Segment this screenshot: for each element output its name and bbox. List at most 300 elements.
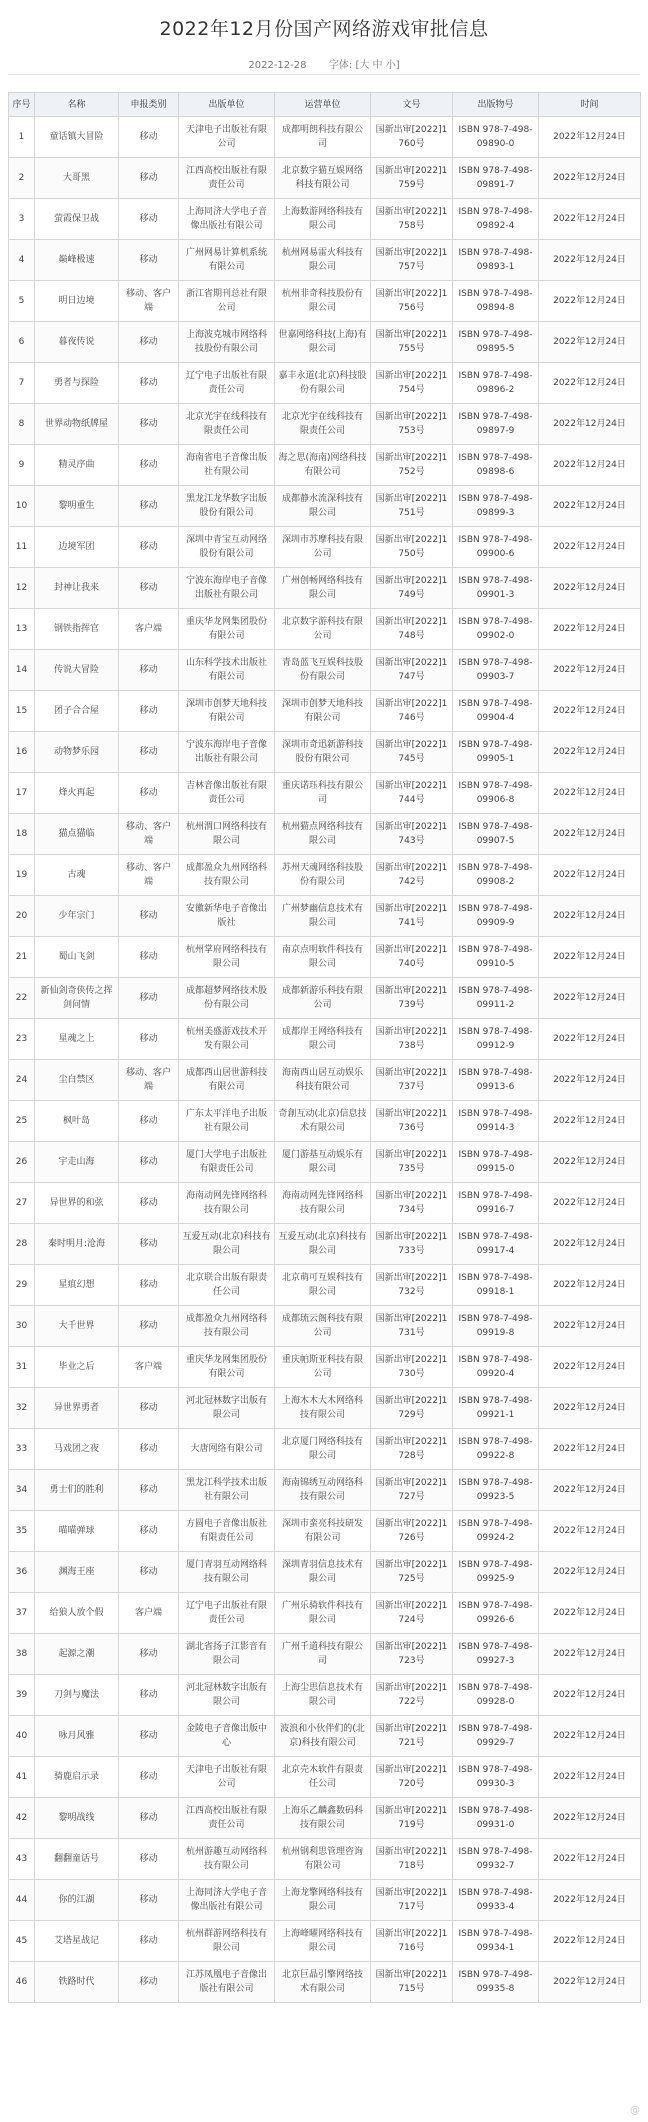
cell-name: 艾塔星战记 (35, 1921, 119, 1962)
font-size-large-link[interactable]: 大 (359, 60, 370, 71)
cell-approval-no: 国新出审[2022]1722号 (371, 1675, 453, 1716)
cell-date: 2022年12月24日 (539, 732, 641, 773)
cell-date: 2022年12月24日 (539, 486, 641, 527)
cell-category: 移动 (119, 1839, 179, 1880)
cell-date: 2022年12月24日 (539, 978, 641, 1019)
cell-category: 客户端 (119, 1593, 179, 1634)
cell-isbn: ISBN 978-7-498-09931-0 (453, 1798, 539, 1839)
cell-name: 新仙剑奇侠传之挥剑问情 (35, 978, 119, 1019)
cell-operator: 杭州钢利思管理咨询有限公司 (275, 1839, 371, 1880)
cell-date: 2022年12月24日 (539, 1716, 641, 1757)
cell-index: 24 (9, 1060, 35, 1101)
cell-publisher: 成都盈众九州网络科技有限公司 (179, 1306, 275, 1347)
cell-date: 2022年12月24日 (539, 650, 641, 691)
cell-name: 起源之潮 (35, 1634, 119, 1675)
cell-operator: 北京壳木软件有限责任公司 (275, 1757, 371, 1798)
cell-date: 2022年12月24日 (539, 691, 641, 732)
cell-category: 移动 (119, 1552, 179, 1593)
cell-category: 移动、客户端 (119, 855, 179, 896)
cell-date: 2022年12月24日 (539, 1511, 641, 1552)
cell-operator: 北京萌可互娱科技有限公司 (275, 1265, 371, 1306)
cell-name: 动物梦乐园 (35, 732, 119, 773)
cell-index: 35 (9, 1511, 35, 1552)
cell-date: 2022年12月24日 (539, 1183, 641, 1224)
cell-publisher: 天津电子出版社有限公司 (179, 1757, 275, 1798)
cell-index: 29 (9, 1265, 35, 1306)
cell-index: 12 (9, 568, 35, 609)
cell-index: 1 (9, 117, 35, 158)
cell-isbn: ISBN 978-7-498-09916-7 (453, 1183, 539, 1224)
cell-operator: 深圳市蛮亮科技研发有限公司 (275, 1511, 371, 1552)
cell-name: 童话镇大冒险 (35, 117, 119, 158)
cell-publisher: 厦门大学电子出版社有限责任公司 (179, 1142, 275, 1183)
cell-index: 36 (9, 1552, 35, 1593)
cell-date: 2022年12月24日 (539, 1593, 641, 1634)
cell-category: 移动 (119, 937, 179, 978)
cell-category: 移动 (119, 1101, 179, 1142)
table-row (9, 1511, 641, 1552)
table-row (9, 322, 641, 363)
cell-date: 2022年12月24日 (539, 404, 641, 445)
cell-approval-no: 国新出审[2022]1744号 (371, 773, 453, 814)
table-row (9, 1306, 641, 1347)
cell-index: 28 (9, 1224, 35, 1265)
cell-category: 移动、客户端 (119, 814, 179, 855)
approval-table (8, 92, 641, 2003)
cell-name: 萤霞保卫战 (35, 199, 119, 240)
cell-approval-no: 国新出审[2022]1726号 (371, 1511, 453, 1552)
cell-operator: 苏州天魂网络科技股份有限公司 (275, 855, 371, 896)
cell-category: 移动 (119, 1183, 179, 1224)
cell-name: 勇者与探险 (35, 363, 119, 404)
watermark: @ (630, 2105, 640, 2116)
cell-name: 传说大冒险 (35, 650, 119, 691)
cell-index: 25 (9, 1101, 35, 1142)
cell-category: 移动 (119, 1675, 179, 1716)
cell-operator: 海之思(海南)网络科技有限公司 (275, 445, 371, 486)
divider (8, 74, 640, 75)
cell-date: 2022年12月24日 (539, 1265, 641, 1306)
cell-name: 翻翻童话号 (35, 1839, 119, 1880)
cell-category: 移动 (119, 527, 179, 568)
col-header-name: 名称 (35, 93, 119, 117)
table-row (9, 527, 641, 568)
cell-publisher: 江西高校出版社有限责任公司 (179, 158, 275, 199)
cell-category: 移动 (119, 404, 179, 445)
cell-operator: 深圳市苏摩科技有限公司 (275, 527, 371, 568)
cell-date: 2022年12月24日 (539, 1142, 641, 1183)
cell-category: 移动、客户端 (119, 1060, 179, 1101)
cell-approval-no: 国新出审[2022]1743号 (371, 814, 453, 855)
cell-approval-no: 国新出审[2022]1748号 (371, 609, 453, 650)
cell-index: 6 (9, 322, 35, 363)
table-row (9, 1347, 641, 1388)
cell-publisher: 广东太平洋电子出版社有限公司 (179, 1101, 275, 1142)
cell-name: 精灵序曲 (35, 445, 119, 486)
cell-name: 世界动物纸牌屋 (35, 404, 119, 445)
cell-category: 移动 (119, 1634, 179, 1675)
cell-index: 10 (9, 486, 35, 527)
cell-operator: 重庆帕斯亚科技有限公司 (275, 1347, 371, 1388)
cell-name: 勇士们的胜利 (35, 1470, 119, 1511)
cell-index: 27 (9, 1183, 35, 1224)
cell-isbn: ISBN 978-7-498-09895-5 (453, 322, 539, 363)
cell-date: 2022年12月24日 (539, 527, 641, 568)
cell-date: 2022年12月24日 (539, 1675, 641, 1716)
cell-approval-no: 国新出审[2022]1760号 (371, 117, 453, 158)
cell-operator: 重庆诺珏科技有限公司 (275, 773, 371, 814)
table-row (9, 1142, 641, 1183)
cell-operator: 互爱互动(北京)科技有限公司 (275, 1224, 371, 1265)
cell-date: 2022年12月24日 (539, 609, 641, 650)
cell-publisher: 厦门青羽互动网络科技有限公司 (179, 1552, 275, 1593)
cell-publisher: 上海同济大学电子音像出版社有限公司 (179, 199, 275, 240)
cell-operator: 上海峰曜网络科技有限公司 (275, 1921, 371, 1962)
cell-index: 4 (9, 240, 35, 281)
cell-category: 移动 (119, 1880, 179, 1921)
cell-index: 37 (9, 1593, 35, 1634)
cell-isbn: ISBN 978-7-498-09921-1 (453, 1388, 539, 1429)
cell-approval-no: 国新出审[2022]1742号 (371, 855, 453, 896)
cell-operator: 北京巨晶引擎网络技术有限公司 (275, 1962, 371, 2003)
cell-approval-no: 国新出审[2022]1723号 (371, 1634, 453, 1675)
cell-operator: 深圳市奇迅新游科技股份有限公司 (275, 732, 371, 773)
cell-publisher: 成都盈众九州网络科技有限公司 (179, 855, 275, 896)
cell-approval-no: 国新出审[2022]1747号 (371, 650, 453, 691)
cell-date: 2022年12月24日 (539, 445, 641, 486)
cell-name: 边境军团 (35, 527, 119, 568)
cell-isbn: ISBN 978-7-498-09894-8 (453, 281, 539, 322)
cell-index: 31 (9, 1347, 35, 1388)
cell-isbn: ISBN 978-7-498-09908-2 (453, 855, 539, 896)
cell-category: 移动 (119, 1757, 179, 1798)
cell-index: 7 (9, 363, 35, 404)
cell-isbn: ISBN 978-7-498-09899-3 (453, 486, 539, 527)
cell-approval-no: 国新出审[2022]1733号 (371, 1224, 453, 1265)
cell-publisher: 杭州渭口网络科技有限公司 (179, 814, 275, 855)
cell-operator: 厦门游基互动娱乐有限公司 (275, 1142, 371, 1183)
cell-index: 14 (9, 650, 35, 691)
cell-operator: 嘉丰永道(北京)科技股份有限公司 (275, 363, 371, 404)
cell-isbn: ISBN 978-7-498-09913-6 (453, 1060, 539, 1101)
cell-isbn: ISBN 978-7-498-09903-7 (453, 650, 539, 691)
table-row (9, 732, 641, 773)
cell-operator: 成都琉云阁科技有限公司 (275, 1306, 371, 1347)
cell-date: 2022年12月24日 (539, 117, 641, 158)
cell-isbn: ISBN 978-7-498-09923-5 (453, 1470, 539, 1511)
cell-publisher: 杭州美盛游戏技术开发有限公司 (179, 1019, 275, 1060)
cell-approval-no: 国新出审[2022]1737号 (371, 1060, 453, 1101)
cell-approval-no: 国新出审[2022]1720号 (371, 1757, 453, 1798)
cell-index: 16 (9, 732, 35, 773)
cell-operator: 波浪和小伙伴们的(北京)科技有限公司 (275, 1716, 371, 1757)
cell-index: 15 (9, 691, 35, 732)
cell-category: 移动 (119, 1429, 179, 1470)
table-row (9, 1388, 641, 1429)
publish-date: 2022-12-28 (248, 60, 307, 71)
cell-category: 移动 (119, 486, 179, 527)
cell-index: 2 (9, 158, 35, 199)
table-row (9, 691, 641, 732)
cell-publisher: 北京光宇在线科技有限责任公司 (179, 404, 275, 445)
cell-operator: 上海木木大木网络科技有限公司 (275, 1388, 371, 1429)
cell-isbn: ISBN 978-7-498-09912-9 (453, 1019, 539, 1060)
cell-publisher: 杭州群游网络科技有限公司 (179, 1921, 275, 1962)
col-header-date: 时间 (539, 93, 641, 117)
col-header-approval-no: 文号 (371, 93, 453, 117)
cell-index: 30 (9, 1306, 35, 1347)
cell-index: 11 (9, 527, 35, 568)
cell-publisher: 北京联合出版有限责任公司 (179, 1265, 275, 1306)
cell-category: 移动 (119, 568, 179, 609)
cell-category: 移动 (119, 650, 179, 691)
cell-category: 移动 (119, 1265, 179, 1306)
cell-index: 45 (9, 1921, 35, 1962)
cell-name: 毕业之后 (35, 1347, 119, 1388)
cell-category: 移动 (119, 322, 179, 363)
cell-operator: 北京厦门网络科技有限公司 (275, 1429, 371, 1470)
col-header-publisher: 出版单位 (179, 93, 275, 117)
cell-publisher: 大唐网络有限公司 (179, 1429, 275, 1470)
cell-name: 蜀山飞剑 (35, 937, 119, 978)
table-row (9, 978, 641, 1019)
cell-name: 咏月风雅 (35, 1716, 119, 1757)
cell-name: 星魂之上 (35, 1019, 119, 1060)
col-header-isbn: 出版物号 (453, 93, 539, 117)
cell-date: 2022年12月24日 (539, 773, 641, 814)
table-row (9, 199, 641, 240)
cell-isbn: ISBN 978-7-498-09904-4 (453, 691, 539, 732)
table-row (9, 1224, 641, 1265)
cell-approval-no: 国新出审[2022]1746号 (371, 691, 453, 732)
cell-name: 少年宗门 (35, 896, 119, 937)
cell-index: 22 (9, 978, 35, 1019)
cell-publisher: 金陵电子音像出版中心 (179, 1716, 275, 1757)
cell-isbn: ISBN 978-7-498-09920-4 (453, 1347, 539, 1388)
cell-operator: 广州创畅网络科技有限公司 (275, 568, 371, 609)
cell-category: 移动 (119, 445, 179, 486)
page-title: 2022年12月份国产网络游戏审批信息 (159, 18, 489, 40)
cell-publisher: 广州网易计算机系统有限公司 (179, 240, 275, 281)
font-size-medium-link[interactable]: 中 (372, 60, 383, 71)
cell-date: 2022年12月24日 (539, 1921, 641, 1962)
cell-operator: 深圳青羽信息技术有限公司 (275, 1552, 371, 1593)
cell-isbn: ISBN 978-7-498-09934-1 (453, 1921, 539, 1962)
cell-name: 封神让我来 (35, 568, 119, 609)
cell-index: 18 (9, 814, 35, 855)
cell-operator: 广州乐骑软件科技有限公司 (275, 1593, 371, 1634)
cell-approval-no: 国新出审[2022]1727号 (371, 1470, 453, 1511)
table-row (9, 404, 641, 445)
cell-approval-no: 国新出审[2022]1721号 (371, 1716, 453, 1757)
cell-isbn: ISBN 978-7-498-09914-3 (453, 1101, 539, 1142)
cell-index: 33 (9, 1429, 35, 1470)
cell-operator: 杭州网易雷火科技有限公司 (275, 240, 371, 281)
cell-index: 17 (9, 773, 35, 814)
cell-approval-no: 国新出审[2022]1745号 (371, 732, 453, 773)
cell-index: 9 (9, 445, 35, 486)
cell-operator: 北京数字游科技有限公司 (275, 609, 371, 650)
cell-approval-no: 国新出审[2022]1717号 (371, 1880, 453, 1921)
cell-category: 客户端 (119, 609, 179, 650)
cell-index: 21 (9, 937, 35, 978)
cell-operator: 上海乐乙麟鑫数码科技有限公司 (275, 1798, 371, 1839)
cell-operator: 成都岸王网络科技有限公司 (275, 1019, 371, 1060)
cell-publisher: 浙江省期刊总社有限公司 (179, 281, 275, 322)
col-header-operator: 运营单位 (275, 93, 371, 117)
cell-name: 团子合合屋 (35, 691, 119, 732)
table-row (9, 1470, 641, 1511)
cell-index: 46 (9, 1962, 35, 2003)
cell-index: 32 (9, 1388, 35, 1429)
cell-approval-no: 国新出审[2022]1741号 (371, 896, 453, 937)
cell-isbn: ISBN 978-7-498-09917-4 (453, 1224, 539, 1265)
cell-isbn: ISBN 978-7-498-09890-0 (453, 117, 539, 158)
cell-index: 5 (9, 281, 35, 322)
cell-name: 喵喵弹球 (35, 1511, 119, 1552)
cell-isbn: ISBN 978-7-498-09919-8 (453, 1306, 539, 1347)
cell-date: 2022年12月24日 (539, 240, 641, 281)
cell-category: 移动 (119, 199, 179, 240)
cell-operator: 杭州非奇科技股份有限公司 (275, 281, 371, 322)
cell-date: 2022年12月24日 (539, 1757, 641, 1798)
cell-isbn: ISBN 978-7-498-09900-6 (453, 527, 539, 568)
table-row (9, 814, 641, 855)
cell-publisher: 安徽新华电子音像出版社 (179, 896, 275, 937)
cell-date: 2022年12月24日 (539, 158, 641, 199)
table-row (9, 445, 641, 486)
cell-operator: 奇創互动(北京)信息技术有限公司 (275, 1101, 371, 1142)
cell-publisher: 吉林音像出版社有限责任公司 (179, 773, 275, 814)
cell-category: 移动 (119, 363, 179, 404)
cell-isbn: ISBN 978-7-498-09911-2 (453, 978, 539, 1019)
cell-index: 3 (9, 199, 35, 240)
cell-date: 2022年12月24日 (539, 199, 641, 240)
table-row (9, 1593, 641, 1634)
cell-index: 40 (9, 1716, 35, 1757)
cell-approval-no: 国新出审[2022]1750号 (371, 527, 453, 568)
cell-approval-no: 国新出审[2022]1731号 (371, 1306, 453, 1347)
cell-name: 尘白禁区 (35, 1060, 119, 1101)
cell-operator: 南京点明软件科技有限公司 (275, 937, 371, 978)
cell-index: 23 (9, 1019, 35, 1060)
cell-category: 移动 (119, 1962, 179, 2003)
cell-isbn: ISBN 978-7-498-09898-6 (453, 445, 539, 486)
cell-publisher: 杭州掌府网络科技有限公司 (179, 937, 275, 978)
cell-approval-no: 国新出审[2022]1749号 (371, 568, 453, 609)
cell-category: 移动 (119, 1511, 179, 1552)
cell-name: 烽火再起 (35, 773, 119, 814)
cell-index: 13 (9, 609, 35, 650)
cell-date: 2022年12月24日 (539, 1962, 641, 2003)
cell-date: 2022年12月24日 (539, 1552, 641, 1593)
cell-name: 你的江湖 (35, 1880, 119, 1921)
cell-operator: 海南动网先锋网络科技有限公司 (275, 1183, 371, 1224)
cell-operator: 上海数游网络科技有限公司 (275, 199, 371, 240)
cell-publisher: 黑龙江龙华数字出版股份有限公司 (179, 486, 275, 527)
table-row (9, 937, 641, 978)
cell-name: 大千世界 (35, 1306, 119, 1347)
cell-category: 移动 (119, 896, 179, 937)
cell-date: 2022年12月24日 (539, 855, 641, 896)
cell-category: 移动 (119, 1019, 179, 1060)
font-size-small-link[interactable]: 小 (385, 60, 396, 71)
cell-approval-no: 国新出审[2022]1739号 (371, 978, 453, 1019)
cell-category: 移动 (119, 1306, 179, 1347)
table-row (9, 896, 641, 937)
cell-isbn: ISBN 978-7-498-09933-4 (453, 1880, 539, 1921)
cell-isbn: ISBN 978-7-498-09910-5 (453, 937, 539, 978)
cell-isbn: ISBN 978-7-498-09932-7 (453, 1839, 539, 1880)
cell-isbn: ISBN 978-7-498-09905-1 (453, 732, 539, 773)
cell-approval-no: 国新出审[2022]1755号 (371, 322, 453, 363)
cell-approval-no: 国新出审[2022]1751号 (371, 486, 453, 527)
cell-operator: 成都新游乐科技有限公司 (275, 978, 371, 1019)
table-row (9, 609, 641, 650)
cell-publisher: 成都超梦网络技术股份有限公司 (179, 978, 275, 1019)
cell-name: 巅峰极速 (35, 240, 119, 281)
cell-approval-no: 国新出审[2022]1719号 (371, 1798, 453, 1839)
cell-name: 星痕幻想 (35, 1265, 119, 1306)
cell-category: 移动 (119, 691, 179, 732)
font-size-label: 字体: (328, 60, 353, 71)
cell-name: 骑鹿启示录 (35, 1757, 119, 1798)
cell-operator: 广州千道科技有限公司 (275, 1634, 371, 1675)
cell-name: 铁路时代 (35, 1962, 119, 2003)
cell-approval-no: 国新出审[2022]1758号 (371, 199, 453, 240)
table-row (9, 1265, 641, 1306)
cell-operator: 青岛蓝飞互娱科技股份有限公司 (275, 650, 371, 691)
cell-approval-no: 国新出审[2022]1728号 (371, 1429, 453, 1470)
cell-name: 渊海王座 (35, 1552, 119, 1593)
table-row (9, 1552, 641, 1593)
cell-date: 2022年12月24日 (539, 937, 641, 978)
cell-name: 刀剑与魔法 (35, 1675, 119, 1716)
cell-date: 2022年12月24日 (539, 1880, 641, 1921)
cell-index: 39 (9, 1675, 35, 1716)
cell-name: 秦时明月:沧海 (35, 1224, 119, 1265)
cell-publisher: 黑龙江科学技术出版社有限公司 (179, 1470, 275, 1511)
cell-isbn: ISBN 978-7-498-09927-3 (453, 1634, 539, 1675)
cell-index: 8 (9, 404, 35, 445)
cell-name: 马戏团之夜 (35, 1429, 119, 1470)
table-header-row (9, 93, 641, 117)
cell-approval-no: 国新出审[2022]1724号 (371, 1593, 453, 1634)
cell-isbn: ISBN 978-7-498-09929-7 (453, 1716, 539, 1757)
cell-date: 2022年12月24日 (539, 1060, 641, 1101)
cell-publisher: 宁波东海岸电子音像出版社有限公司 (179, 568, 275, 609)
cell-operator: 深圳市创梦天地科技有限公司 (275, 691, 371, 732)
cell-operator: 杭州猫点网络科技有限公司 (275, 814, 371, 855)
cell-isbn: ISBN 978-7-498-09909-9 (453, 896, 539, 937)
cell-isbn: ISBN 978-7-498-09901-3 (453, 568, 539, 609)
table-row (9, 773, 641, 814)
cell-operator: 海南锦绣互动网络科技有限公司 (275, 1470, 371, 1511)
cell-operator: 广州梦幽信息技术有限公司 (275, 896, 371, 937)
table-row (9, 1183, 641, 1224)
table-row (9, 855, 641, 896)
cell-publisher: 辽宁电子出版社有限责任公司 (179, 1593, 275, 1634)
cell-date: 2022年12月24日 (539, 1470, 641, 1511)
cell-isbn: ISBN 978-7-498-09928-0 (453, 1675, 539, 1716)
cell-category: 移动 (119, 1142, 179, 1183)
table-row (9, 1675, 641, 1716)
cell-publisher: 江苏凤凰电子音像出版社有限公司 (179, 1962, 275, 2003)
cell-isbn: ISBN 978-7-498-09891-7 (453, 158, 539, 199)
cell-name: 明日边境 (35, 281, 119, 322)
cell-name: 异世界的和弦 (35, 1183, 119, 1224)
cell-index: 44 (9, 1880, 35, 1921)
